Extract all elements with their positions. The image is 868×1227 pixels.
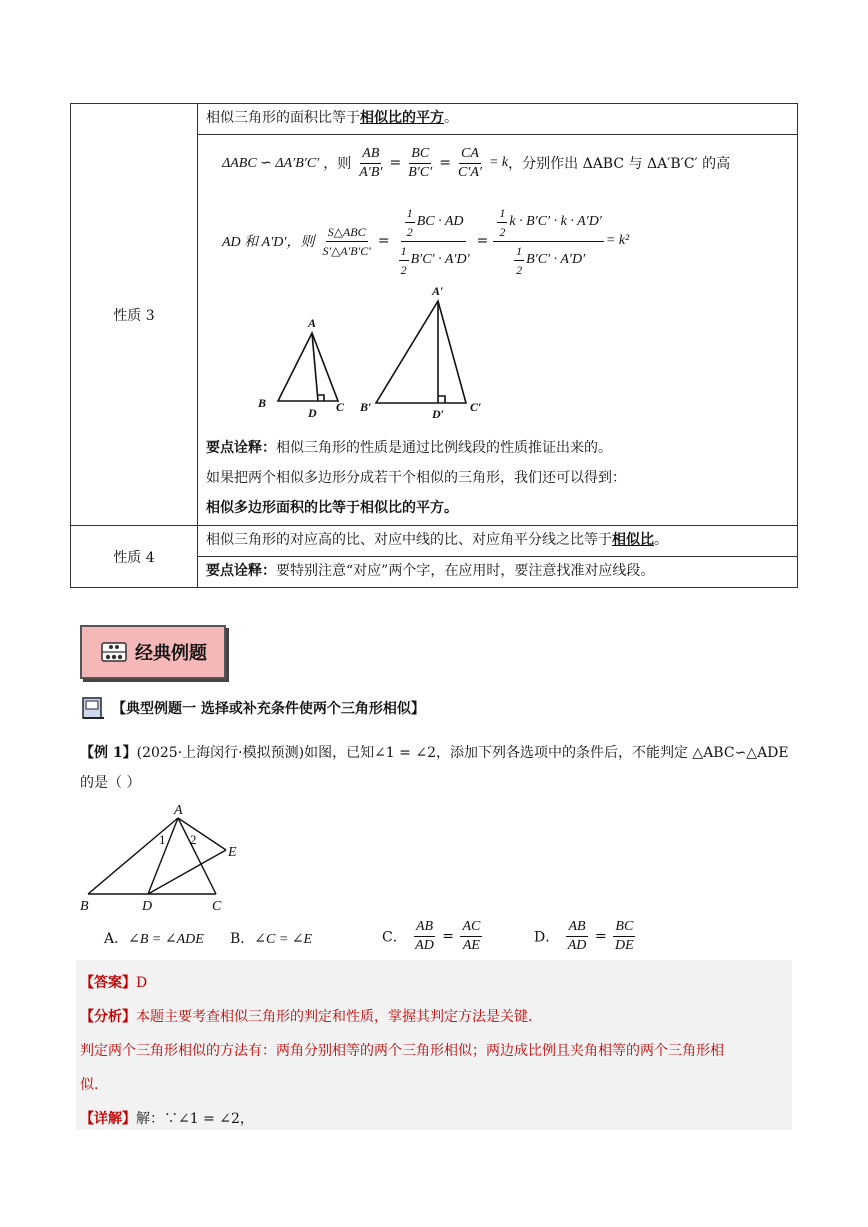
prop3-punct: 。 (444, 110, 458, 126)
example-text: 如图，已知∠1 = ∠2，添加下列各选项中的条件后，不能判定 △ABC∽△ADE (304, 745, 789, 761)
example-text2: 的是（ ） (80, 775, 141, 791)
section-title: 经典例题 (135, 643, 207, 664)
label-B-prime: B′ (360, 400, 372, 414)
prop4-label: 性质 4 (71, 526, 198, 588)
example-tag: 【例 1】 (80, 745, 137, 761)
prop3-bold: 相似比的平方 (360, 110, 444, 126)
frac-area-expr1: $\frac{1}{2}$ BC · AD $\frac{1}{2}$ B′C′ · A′D′ (400, 205, 470, 277)
section-banner (80, 625, 226, 679)
heights-text: ，分别作出 ΔABC 与 ΔA′B′C′ 的高 (508, 156, 731, 172)
prop3-key-note: 要点诠释：相似三角形的性质是通过比例线段的性质推证出来的。 (206, 440, 612, 456)
answer-line: 【答案】D (80, 975, 148, 991)
angle-1-label: 1 (159, 832, 166, 847)
label-A: A (308, 316, 317, 330)
fig-label-B: B (80, 899, 89, 914)
example-figure (76, 800, 256, 915)
properties-table (70, 103, 798, 588)
frac-bc: $\frac{BC}{B'C'}$ (408, 145, 433, 180)
detail-line: 【详解】解：∵∠1 = ∠2， (80, 1111, 254, 1127)
prop3-statement (198, 104, 798, 135)
option-D[interactable]: D． $\frac{AB}{AD}$ = $\frac{BC}{DE}$ (534, 919, 634, 953)
label-A-prime: A′ (432, 285, 444, 298)
result-k2: = k² (605, 233, 630, 248)
frac-area-expr2: $\frac{1}{2}$ k · B′C′ · k · A′D′ $\frac{1}{2}$ B′C′ · A′D′ (493, 204, 603, 279)
label-C: C (336, 400, 345, 414)
prop4-statement: 相似三角形的对应高的比、对应中线的比、对应角平分线之比等于相似比。 (198, 526, 798, 557)
example-source: (2025·上海闵行·模拟预测) (136, 745, 305, 761)
small-triangle (278, 333, 338, 401)
prop3-detail-cell (198, 135, 798, 526)
frac-area: $\frac{\text{S△ABC}}{S'\triangle A'B'C'}$ (322, 224, 371, 258)
abacus-icon (99, 640, 129, 664)
then-text: ，则 (323, 156, 352, 172)
label-D-prime: D′ (432, 407, 445, 421)
option-A[interactable]: A．∠B = ∠ADE (104, 931, 204, 947)
similar-triangles-figure (248, 285, 508, 425)
option-C[interactable]: C． $\frac{AB}{AD}$ = $\frac{AC}{AE}$ (382, 919, 481, 953)
frac-ab: $\frac{AB}{A'B'}$ (359, 145, 383, 180)
heights-names: AD 和 A′D′，则 (222, 235, 315, 250)
fig-label-E: E (228, 845, 237, 860)
example-heading-row (80, 696, 425, 720)
prop3-notes (206, 433, 626, 523)
analysis-line: 【分析】本题主要考查相似三角形的判定和性质，掌握其判定方法是关键. (80, 1009, 533, 1025)
similar-statement: ΔABC ∽ ΔA′B′C′ (222, 155, 320, 171)
fig-label-C: C (212, 899, 222, 914)
prop4-key-note: 要点诠释：要特别注意“对应”两个字，在应用时，要注意找准对应线段。 (198, 557, 798, 588)
method-line-2: 似. (80, 1077, 99, 1093)
big-triangle (376, 301, 466, 403)
angle-2-label: 2 (190, 832, 197, 847)
prop3-extra-line: 如果把两个相似多边形分成若干个相似的三角形，我们还可以得到： (206, 470, 626, 486)
formula-area: AD 和 A′D′，则 $\frac{\text{S△ABC}}{S'\triangle A'B'C'}$ = $\frac{1}{2}$ BC · AD $\frac{1}{2}$ B′C′ · A′D′ = $\frac{1}{2}$ k · B′C′ · k · A′D′ $\frac{1}{2}$ B′C′ · A′D′ = k² (222, 205, 630, 277)
prop3-conclusion: 相似多边形面积的比等于相似比的平方。 (206, 500, 458, 516)
label-D: D (308, 406, 317, 420)
option-B[interactable]: B．∠C = ∠E (230, 931, 313, 947)
prop3-text: 相似三角形的面积比等于 (206, 110, 360, 126)
fig-label-A: A (174, 803, 183, 818)
prop3-label: 性质 3 (71, 104, 198, 526)
method-line: 判定两个三角形相似的方法有：两角分别相等的两个三角形相似；两边成比例且夹角相等的两个三角形相 (80, 1043, 724, 1059)
example-heading: 【典型例题一 选择或补充条件使两个三角形相似】 (112, 701, 425, 717)
label-C-prime: C′ (470, 400, 482, 414)
frac-ca: $\frac{CA}{C'A'}$ (457, 145, 482, 180)
k-value: = k (488, 155, 509, 170)
book-icon (80, 696, 106, 720)
formula-ratio: ΔABC ∽ ΔA′B′C′ ，则 $\frac{AB}{A'B'}$ = $\frac{BC}{B'C'}$ = $\frac{CA}{C'A'}$ = k ，分别作出 ΔABC 与 ΔA′B′C′ 的高 (222, 145, 731, 180)
example-question (80, 738, 800, 798)
options-row (104, 918, 704, 958)
fig-label-D: D (142, 899, 153, 914)
label-B: B (258, 396, 267, 410)
answer-box (76, 960, 792, 1130)
